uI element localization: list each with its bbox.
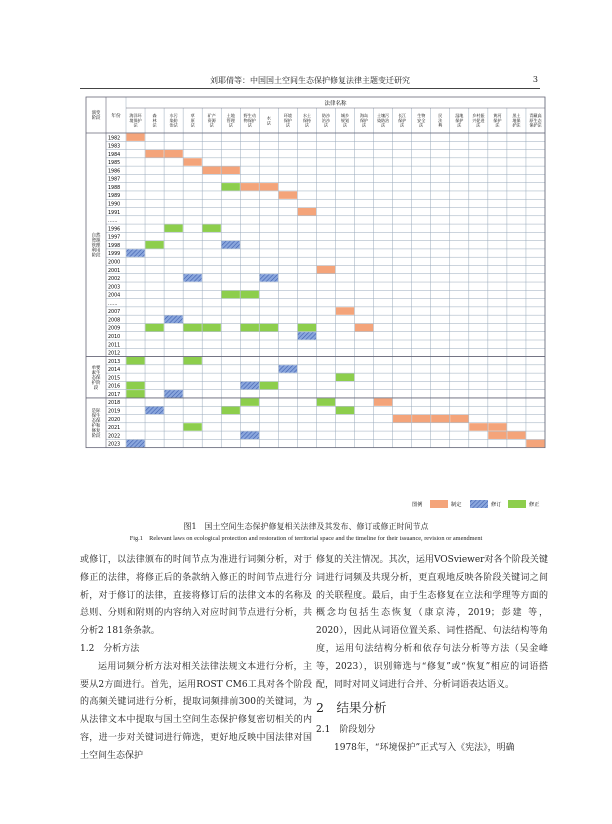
- event-cell-amend: [126, 390, 144, 397]
- law-header-cell: 草原法: [190, 113, 195, 128]
- year-label: 2017: [108, 392, 121, 398]
- year-label: 2002: [108, 277, 121, 283]
- law-header-cell: 水法: [266, 115, 271, 126]
- figure-caption-cn: 图1 国土空间生态保护修复相关法律及其发布、修订或修正时间节点: [183, 522, 429, 531]
- section-heading: 1.2 分析方法: [80, 643, 140, 654]
- paragraph: 修复的关注情况。其次，运用VOSviewer对各个阶段关键词进行词频及共现分析，更直观地反映各阶段关键词之间的关联程度。最后，由于生态修复在立法和学理等方面的概念均包括生态恢复（康京涛，2019；彭建 等，2020），因此从词语位置关系、词性搭配、句法结构等角度，运用句法结构分析和依存句法分析等方法（吴金峰 等，2023），识别筛选与“修复”或“恢复”相应的词语搭配，同时对同义词进行合并、分析词语表达语义。: [316, 555, 548, 690]
- event-cell-enact: [145, 150, 163, 157]
- legend-swatch-enact: [430, 500, 448, 508]
- event-cell-amend: [317, 398, 335, 405]
- event-cell-enact: [298, 208, 316, 215]
- event-cell-amend: [241, 398, 259, 405]
- year-label: 1982: [108, 136, 121, 142]
- event-cell-enact: [469, 423, 487, 430]
- year-label: 1989: [108, 194, 121, 200]
- event-cell-enact: [507, 431, 525, 438]
- year-label: 2020: [108, 417, 121, 423]
- event-cell-amend: [241, 324, 259, 331]
- event-cell-enact: [355, 324, 373, 331]
- year-label: 2007: [108, 310, 121, 316]
- event-cell-revise: [260, 274, 278, 281]
- year-label: 1990: [108, 202, 121, 208]
- law-header-cell: 矿产资源法: [207, 113, 216, 128]
- event-cell-enact: [336, 307, 354, 314]
- year-label: 2009: [108, 326, 121, 332]
- event-cell-revise: [164, 316, 182, 323]
- legend-label: 制定: [451, 502, 462, 508]
- event-cell-enact: [260, 183, 278, 190]
- law-header-cell: 生物安全法: [417, 113, 426, 128]
- year-label: 1999: [108, 252, 121, 258]
- law-header-cell: 城乡规划法: [340, 113, 350, 128]
- event-cell-amend: [336, 374, 354, 381]
- stage-label: 是际保生态保护和修复阶段: [91, 408, 101, 439]
- event-cell-enact: [126, 133, 144, 140]
- event-cell-amend: [336, 407, 354, 414]
- stage-column-header: 演变阶段: [91, 111, 101, 122]
- year-label: ……: [108, 219, 118, 225]
- event-cell-enact: [488, 423, 506, 430]
- event-cell-amend: [222, 183, 240, 190]
- legend-label: 修正: [529, 502, 540, 508]
- event-cell-enact: [450, 415, 468, 422]
- year-label: 1987: [108, 177, 121, 183]
- event-cell-amend: [222, 291, 240, 298]
- law-header-cell: 海洋环境保护法: [129, 113, 142, 128]
- section-heading: 2 结果分析: [316, 700, 387, 716]
- event-cell-enact: [203, 167, 221, 174]
- event-cell-revise: [222, 241, 240, 248]
- law-header-cell: 民法典: [438, 113, 443, 128]
- year-label: 2000: [108, 260, 121, 266]
- year-label: 1997: [108, 235, 121, 241]
- law-header-cell: 黑土地保护法: [512, 113, 521, 128]
- event-cell-enact: [412, 415, 430, 422]
- year-label: 1984: [108, 152, 121, 158]
- event-cell-enact: [279, 191, 297, 198]
- year-label: 2023: [108, 442, 121, 448]
- event-cell-revise: [164, 390, 182, 397]
- event-cell-revise: [145, 407, 163, 414]
- law-header-cell: 湿地保护法: [455, 113, 464, 128]
- year-label: 1996: [108, 227, 121, 233]
- legend-swatch-amend: [508, 500, 526, 508]
- law-header-cell: 海岛保护法: [359, 113, 369, 128]
- law-header-cell: 水土保持法: [302, 113, 312, 128]
- year-label: 2021: [108, 426, 121, 432]
- event-cell-enact: [374, 398, 392, 405]
- law-group-label: 法律名称: [324, 101, 347, 107]
- event-cell-amend: [241, 291, 259, 298]
- law-header-cell: 防沙治沙法: [321, 113, 331, 128]
- year-label: 2019: [108, 409, 121, 415]
- event-cell-enact: [526, 440, 544, 447]
- paragraph: 运用词频分析方法对相关法律法规文本进行分析，主要从2方面进行。首先，运用ROST CM6工具对各个阶段的高频关键词进行分析，提取词频排前300的关键词，为从法律文本中提取与国土空间生态保护修复密切相关的内容，进一步对关键词进行筛选，更好地反映中国法律对国土空间生态保护: [80, 661, 312, 761]
- paragraph: 1978年，“环境保护”正式写入《宪法》，明确: [334, 743, 515, 754]
- year-label: 1986: [108, 169, 121, 175]
- law-header-cell: 土地管理法: [226, 113, 235, 128]
- event-cell-revise: [126, 440, 144, 447]
- event-cell-enact: [164, 150, 182, 157]
- law-header-cell: 环境保护法: [283, 113, 292, 128]
- law-header-cell: 乡村振兴促进法: [472, 113, 485, 128]
- legend-label: 修订: [491, 502, 502, 508]
- event-cell-amend: [145, 241, 163, 248]
- year-label: 2003: [108, 285, 121, 291]
- event-cell-amend: [260, 382, 278, 389]
- law-header-cell: 黄河保护法: [493, 113, 502, 128]
- stage-label: 单要素生态保护阶段: [91, 365, 101, 391]
- year-label: 2015: [108, 376, 121, 382]
- body-column-left: [80, 552, 312, 766]
- event-cell-amend: [126, 382, 144, 389]
- event-cell-amend: [145, 324, 163, 331]
- law-header-cell: 水污染防治法: [169, 113, 178, 128]
- event-cell-enact: [431, 415, 449, 422]
- year-label: 2022: [108, 434, 121, 440]
- year-label: 2018: [108, 401, 121, 407]
- year-label: 2004: [108, 293, 121, 299]
- body-column-right: [316, 552, 548, 758]
- law-header-cell: 森林法: [152, 113, 157, 128]
- event-cell-amend: [164, 224, 182, 231]
- event-cell-enact: [393, 415, 411, 422]
- year-label: 2012: [108, 351, 121, 357]
- event-cell-revise: [241, 431, 259, 438]
- year-label: 2010: [108, 335, 121, 340]
- year-label: 1983: [108, 144, 121, 150]
- event-cell-revise: [279, 365, 297, 372]
- law-header-cell: 青藏高原生态保护法: [529, 113, 542, 128]
- event-cell-enact: [241, 183, 259, 190]
- header-title: 刘耶倩等：中国国土空间生态保护修复法律主题变迁研究: [210, 76, 410, 85]
- year-label: 2013: [108, 359, 121, 365]
- event-cell-revise: [126, 249, 144, 256]
- year-label: ……: [108, 301, 118, 307]
- year-label: 2008: [108, 318, 121, 324]
- year-label: 1985: [108, 161, 121, 167]
- year-label: 1998: [108, 243, 121, 249]
- event-cell-amend: [203, 324, 221, 331]
- legend-title: 图例: [412, 502, 423, 508]
- event-cell-enact: [222, 167, 240, 174]
- law-header-cell: 长江保护法: [398, 113, 407, 128]
- event-cell-revise: [184, 274, 202, 281]
- paragraph: 或修订，以法律颁布的时间节点为准进行词频分析，对于修正的法律，将修正后的条款纳入修正的时间节点进行分析，对于修订的法律，直接将修订后的法律文本的名称及总则、分则和附则的内容纳入对应时间节点进行分析，共分析2 181条条款。: [80, 555, 312, 637]
- event-cell-amend: [298, 324, 316, 331]
- event-cell-revise: [298, 332, 316, 339]
- stage-label: 自然资源管理利用阶段: [91, 233, 101, 259]
- law-header-cell: 土壤污染防治法: [376, 113, 390, 128]
- event-cell-amend: [184, 423, 202, 430]
- subsection-heading: 2.1 阶段划分: [316, 725, 376, 736]
- figure-caption-en: Fig.1 Relevant laws on ecological protection and restoration of territorial space and the timeline for their issuance, revision or amendment: [129, 535, 483, 542]
- event-cell-enact: [488, 431, 506, 438]
- page-number: 3: [532, 75, 538, 84]
- year-label: 1988: [108, 185, 121, 191]
- event-cell-enact: [317, 266, 335, 273]
- event-cell-amend: [260, 324, 278, 331]
- event-cell-amend: [203, 224, 221, 231]
- law-header-cell: 野生动物保护法: [243, 113, 256, 128]
- year-label: 2001: [108, 268, 121, 274]
- year-label: 2011: [108, 343, 121, 349]
- event-cell-enact: [184, 158, 202, 165]
- event-cell-amend: [184, 357, 202, 364]
- event-cell-amend: [222, 407, 240, 414]
- year-column-header: 年份: [111, 114, 121, 119]
- year-label: 1991: [108, 210, 121, 216]
- event-cell-amend: [184, 324, 202, 331]
- event-cell-amend: [126, 357, 144, 364]
- legend-swatch-revise: [470, 500, 488, 508]
- year-label: 2016: [108, 384, 121, 390]
- event-cell-revise: [241, 382, 259, 389]
- year-label: 2014: [108, 368, 121, 374]
